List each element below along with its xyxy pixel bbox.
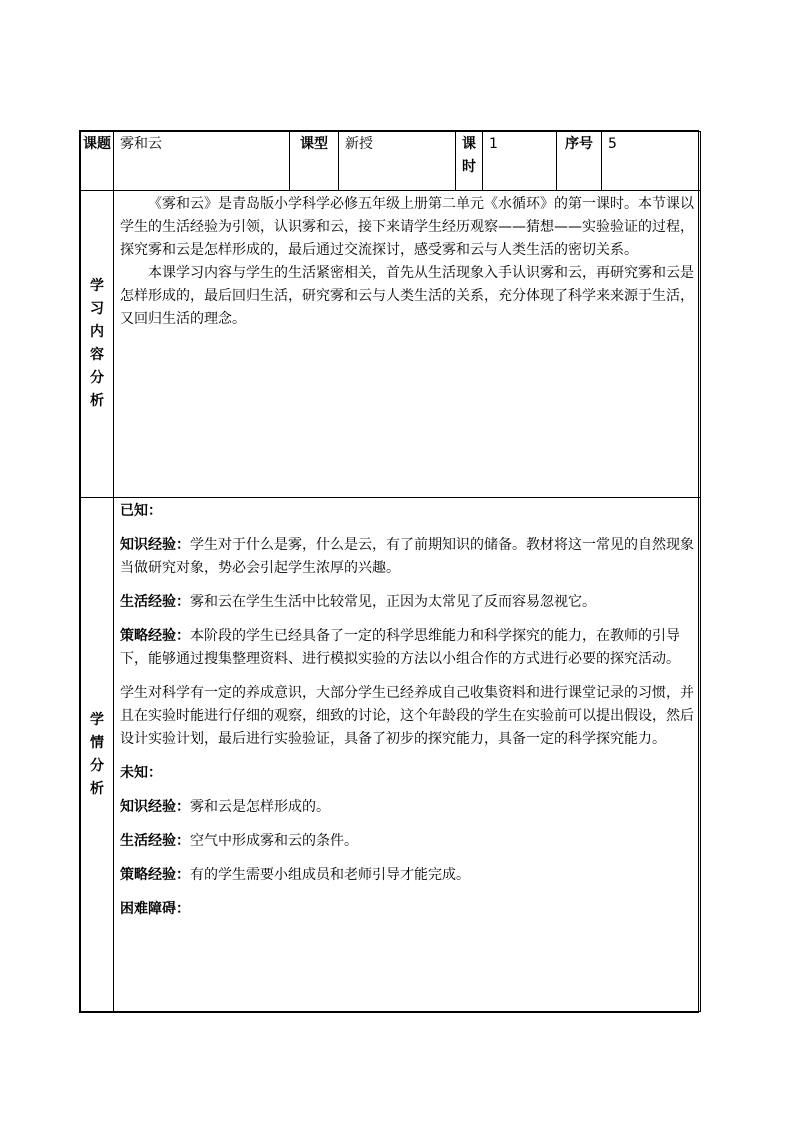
period-label: 课时 bbox=[456, 132, 483, 191]
known-life: 生活经验：雾和云在学生生活中比较常见，正因为太常见了反而容易忽视它。 bbox=[120, 594, 596, 610]
seq-value: 5 bbox=[602, 132, 701, 191]
type-value: 新授 bbox=[339, 132, 456, 191]
topic-value: 雾和云 bbox=[114, 132, 290, 191]
learner-analysis-body bbox=[114, 498, 701, 1012]
unknown-strategy: 策略经验：有的学生需要小组成员和老师引导才能完成。 bbox=[120, 867, 470, 883]
content-paragraph: 本课学习内容与学生的生活紧密相关，首先从生活现象入手认识雾和云，再研究雾和云是怎样形成的，最后回归生活，研究雾和云与人类生活的关系，充分体现了科学来来源于生活，又回归生活的理念。 bbox=[120, 265, 694, 327]
unknown-title: 未知： bbox=[120, 765, 162, 781]
lesson-plan-table bbox=[80, 131, 701, 1012]
unknown-life: 生活经验：空气中形成雾和云的条件。 bbox=[120, 833, 358, 849]
content-paragraph: 《雾和云》是青岛版小学科学必修五年级上册第二单元《水循环》的第一课时。本节课以学生的生活经验为引领，认识雾和云，接下来请学生经历观察——猜想——实验验证的过程，探究雾和云是怎样形成的，最后通过交流探讨，感受雾和云与人类生活的密切关系。 bbox=[120, 196, 694, 258]
content-analysis-row bbox=[81, 191, 701, 498]
difficulty-title: 困难障碍： bbox=[120, 901, 190, 917]
learner-analysis-heading: 学 情 分 析 bbox=[81, 498, 114, 1012]
lesson-plan-sheet bbox=[79, 130, 699, 1013]
content-analysis-heading: 学 习 内 容 分 析 bbox=[81, 191, 114, 498]
learner-analysis-row bbox=[81, 498, 701, 1012]
header-row bbox=[81, 132, 701, 191]
type-label: 课型 bbox=[290, 132, 339, 191]
known-knowledge: 知识经验：学生对于什么是雾，什么是云，有了前期知识的储备。教材将这一常见的自然现象当做研究对象，势必会引起学生浓厚的兴趣。 bbox=[120, 537, 694, 576]
period-value: 1 bbox=[483, 132, 557, 191]
known-title: 已知： bbox=[120, 503, 162, 519]
seq-label: 序号 bbox=[557, 132, 602, 191]
content-analysis-body bbox=[114, 191, 701, 498]
unknown-knowledge: 知识经验：雾和云是怎样形成的。 bbox=[120, 799, 330, 815]
known-strategy: 策略经验：本阶段的学生已经具备了一定的科学思维能力和科学探究的能力，在教师的引导下，能够通过搜集整理资料、进行模拟实验的方法以小组合作的方式进行必要的探究活动。 bbox=[120, 628, 680, 667]
topic-label: 课题 bbox=[81, 132, 114, 191]
known-summary: 学生对科学有一定的养成意识，大部分学生已经养成自己收集资料和进行课堂记录的习惯，并且在实验时能进行仔细的观察，细致的讨论，这个年龄段的学生在实验前可以提出假设，然后设计实验计划，最后进行实验验证，具备了初步的探究能力，具备一定的科学探究能力。 bbox=[120, 685, 694, 747]
